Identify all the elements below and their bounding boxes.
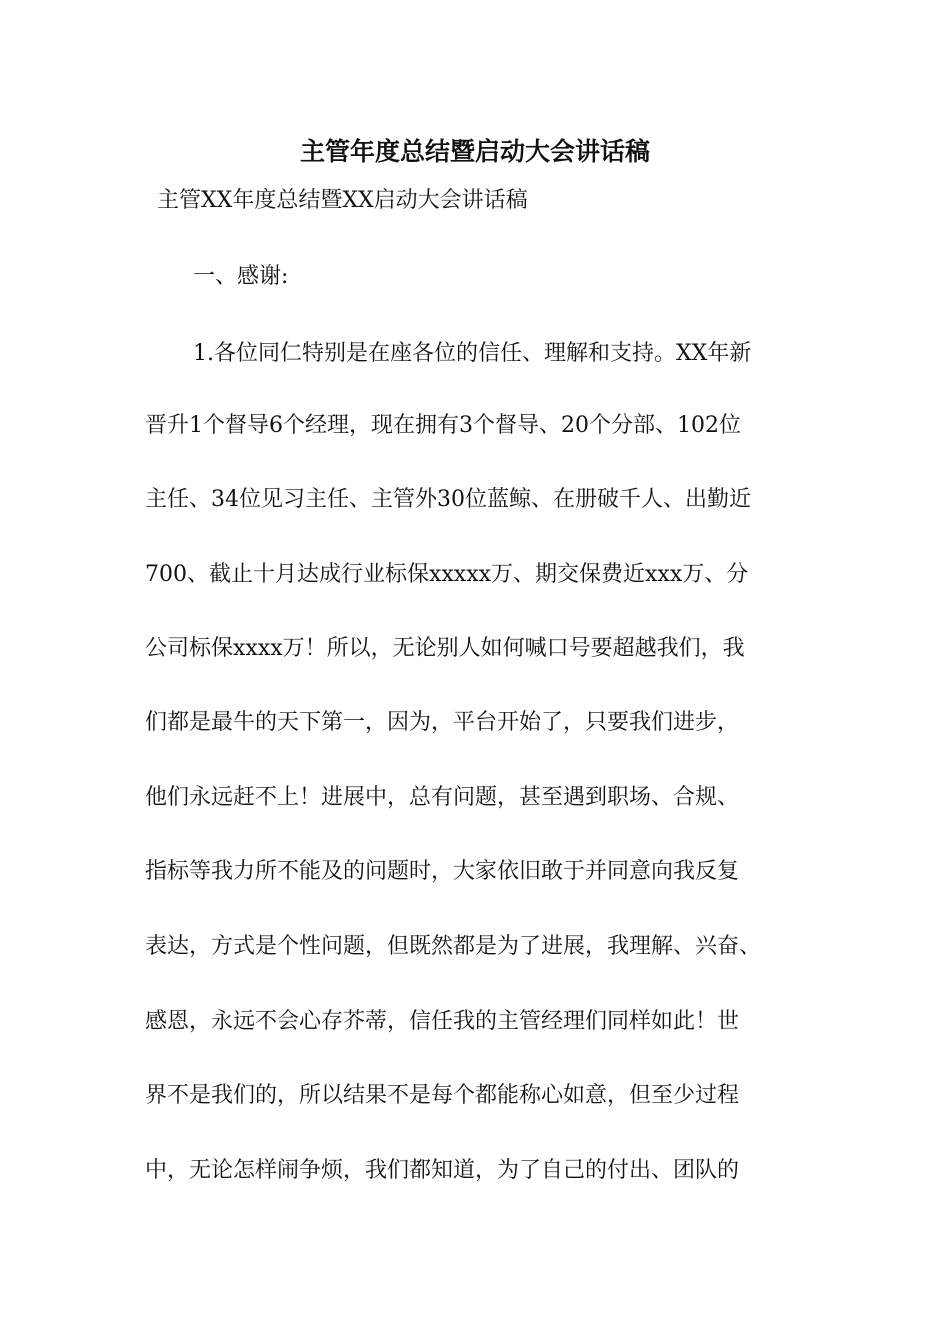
paragraph-line: 1.各位同仁特别是在座各位的信任、理解和支持。XX年新 — [193, 341, 752, 366]
paragraph-line: 界不是我们的，所以结果不是每个都能称心如意，但至少过程 — [145, 1083, 740, 1108]
paragraph-line: 中，无论怎样闹争烦，我们都知道，为了自己的付出、团队的 — [145, 1158, 740, 1183]
paragraph-line: 700、截止十月达成行业标保xxxxx万、期交保费近xxx万、分 — [145, 562, 749, 587]
paragraph-line: 公司标保xxxx万！所以，无论别人如何喊口号要超越我们，我 — [145, 636, 745, 661]
paragraph-line: 晋升1个督导6个经理，现在拥有3个督导、20个分部、102位 — [145, 413, 741, 438]
paragraph-line: 指标等我力所不能及的问题时，大家依旧敢于并同意向我反复 — [145, 859, 740, 884]
paragraph-line: 主任、34位见习主任、主管外30位蓝鲸、在册破千人、出勤近 — [145, 487, 751, 512]
paragraph-line: 感恩，永远不会心存芥蒂，信任我的主管经理们同样如此！世 — [145, 1009, 740, 1034]
document-subtitle: 主管XX年度总结暨XX启动大会讲话稿 — [157, 188, 528, 213]
paragraph-line: 他们永远赶不上！进展中，总有问题，甚至遇到职场、合规、 — [145, 785, 740, 810]
paragraph-line: 们都是最牛的天下第一，因为，平台开始了，只要我们进步， — [145, 710, 740, 735]
paragraph-line: 表达，方式是个性问题，但既然都是为了进展，我理解、兴奋、 — [145, 934, 762, 959]
section-heading: 一、感谢: — [193, 264, 289, 289]
document-title: 主管年度总结暨启动大会讲话稿 — [299, 137, 650, 166]
